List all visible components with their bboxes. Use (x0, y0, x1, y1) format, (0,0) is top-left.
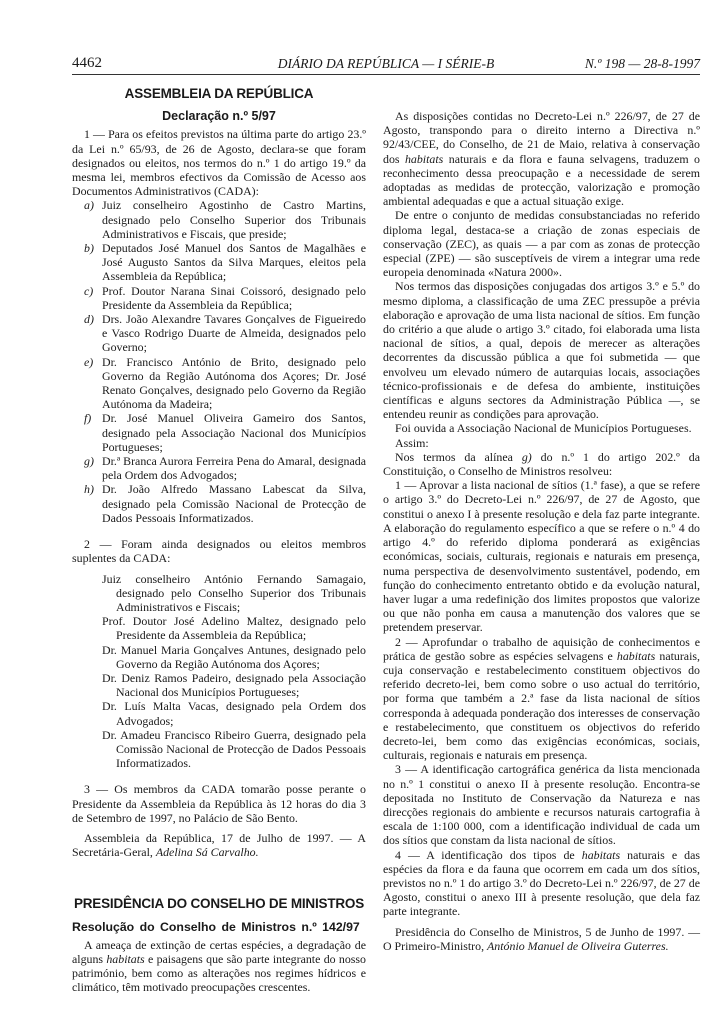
alternate-item: Prof. Doutor José Adelino Maltez, designado pelo Presidente da Assembleia da República; (102, 614, 366, 643)
running-header (72, 52, 700, 72)
resolution-paragraph-7: Nos termos da alínea g) do n.º 1 do artigo 202.º da Constituição, o Conselho de Ministros resolveu: (383, 449, 700, 479)
resolution-paragraph-2: As disposições contidas no Decreto-Lei n.º 226/97, de 27 de Agosto, transpondo para o direito interno a Directiva n.º 92/43/CEE, do Conselho, de 21 de Maio, relativa à conservação dos habitats naturais e da flora e fauna selvagens, traduzem o reconhecimento dessa preocupação e a necessidade de serem adoptadas as medidas de protecção, valorização e promoção ambiental adequadas e que a actual situação exige. (383, 109, 700, 209)
member-item: b) Deputados José Manuel dos Santos de Magalhães e José Augusto Santos da Silva Marques, eleitos pela Assembleia da República; (84, 241, 366, 284)
alternate-item: Dr. Amadeu Francisco Ribeiro Guerra, designado pela Comissão Nacional de Protecção de Dados Pessoais Informatizados. (102, 727, 366, 771)
left-column (72, 83, 366, 995)
page-number: 4462 (72, 55, 102, 71)
resolution-paragraph-4: Nos termos das disposições conjugadas dos artigos 3.º e 5.º do mesmo diploma, a classificação de uma ZEC pressupõe a prévia elaboração e aprovação de uma lista nacional de sítios. Em função do critério a que alude o artigo 3.º citado, foi elaborada uma lista nacional de sítios, a qual, depois de merecer as alterações decorrentes da discussão pública a que foi submetida — que envolveu um elevado número de autarquias locais, associações técnico-profissionais e de defesa do ambiente, instituições científicas e alguns sectores da Administração Pública —, se entendeu reunir as condições para aprovação. (383, 279, 700, 422)
publication-title: DIÁRIO DA REPÚBLICA — I SÉRIE-B (277, 56, 495, 71)
section-title-assembleia: ASSEMBLEIA DA REPÚBLICA (124, 86, 314, 101)
resolution-paragraph-3: De entre o conjunto de medidas consubstanciadas no referido diploma legal, destaca-se a criação de zonas especiais de conservação (ZEC), as quais — a par com as zonas de protecção especial (ZPE) — são susceptíveis de virem a integrar uma rede europeia denominada «Natura 2000». (383, 208, 700, 280)
alternate-item: Dr. Luís Malta Vacas, designado pela Ordem dos Advogados; (102, 699, 366, 728)
member-item: d) Drs. João Alexandre Tavares Gonçalves de Figueiredo e Vasco Rodrigo Duarte de Almeida, designados pelo Governo; (84, 312, 366, 355)
resolution-point-4: 4 — A identificação dos tipos de habitats naturais e das espécies da flora e da fauna que ocorrem em cada um dos sítios, previstos no n.º 1 do artigo 3.º do Decreto-Lei n.º 226/97, de 27 de Agosto, constitui o anexo III à presente resolução, que dela faz parte integrante. (383, 847, 701, 919)
resolution-paragraph-5: Foi ouvida a Associação Nacional de Municípios Portugueses. (395, 421, 692, 436)
right-column (383, 83, 700, 953)
alternate-item: Dr. Deniz Ramos Padeiro, designado pela Associação Nacional dos Municípios Portugueses; (102, 670, 366, 700)
member-item: c) Prof. Doutor Narana Sinai Coissoró, designado pelo Presidente da Assembleia da República; (84, 283, 366, 312)
signatory-name: António Manuel de Oliveira Guterres. (487, 938, 669, 953)
member-item: a) Juiz conselheiro Agostinho de Castro Martins, designado pelo Conselho Superior dos Tribunais Administrativos e Fiscais, que preside; (84, 198, 366, 241)
resolution-paragraph-1: A ameaça de extinção de certas espécies, a degradação de alguns habitats e paisagens que são parte integrante do nosso património, bem como as alterações nos regimes hídricos e climático, têm motivado preocupações crescentes. (72, 937, 366, 995)
issue-info: N.º 198 — 28-8-1997 (584, 56, 700, 71)
declaration-signature: Assembleia da República, 17 de Julho de 1997. — A Secretária-Geral, Adelina Sá Carvalho. (72, 830, 366, 860)
alternate-item: Dr. Manuel Maria Gonçalves Antunes, designado pelo Governo da Região Autónoma dos Açores; (102, 642, 366, 671)
resolution-point-1: 1 — Aprovar a lista nacional de sítios (1.ª fase), a que se refere o artigo 3.º do Decreto-Lei n.º 226/97, de 27 de Agosto, que constitui o anexo I à presente resolução e dela faz parte integrante. A elaboração do regulamento específico a que se refere o n.º 4 do artigo 4.º do referido diploma ponderará as exigências económicas, sociais, culturais, regionais e naturais em presença, numa perspectiva de desenvolvimento sustentável, podendo, em função do conhecimento entretanto obtido e da evolução natural, haver lugar a uma redefinição dos limites propostos que valorize ou que não ponha em causa a manutenção dos valores que se pretendem preservar. (383, 478, 700, 635)
member-item: h) Dr. João Alfredo Massano Labescat da Silva, designado pela Comissão Nacional de Protecção de Dados Pessoais Informatizados. (84, 482, 366, 525)
resolution-point-3: 3 — A identificação cartográfica genérica da lista mencionada no n.º 1 constitui o anexo II à presente resolução. Encontra-se depositada no Instituto de Conservação da Natureza e nas direcções regionais do ambiente e recursos naturais cartografia à escala de 1:100 000, com a identificação individual de cada um dos sítios que constam da lista nacional de sítios. (383, 762, 700, 848)
member-item: g) Dr.ª Branca Aurora Ferreira Pena do Amaral, designada pela Ordem dos Advogados; (84, 454, 366, 483)
declaration-paragraph-3: 3 — Os membros da CADA tomarão posse perante o Presidente da Assembleia da República às 12 horas do dia 3 de Setembro de 1997, no Palácio de São Bento. (72, 782, 366, 825)
declaration-title: Declaração n.º 5/97 (162, 109, 276, 124)
header-rule (72, 74, 700, 75)
signatory-name: Adelina Sá Carvalho. (155, 845, 259, 860)
member-item: f) Dr. José Manuel Oliveira Gameiro dos Santos, designado pela Associação Nacional dos Municípios Portugueses; (84, 411, 366, 454)
section-title-presidencia: PRESIDÊNCIA DO CONSELHO DE MINISTROS (73, 896, 365, 912)
alternates-list (72, 572, 366, 771)
resolution-title: Resolução do Conselho de Ministros n.º 142/97 (72, 919, 360, 934)
member-item: e) Dr. Francisco António de Brito, designado pelo Governo da Região Autónoma dos Açores; Dr. José Renato Gonçalves, designado pelo Governo da Região Autónoma da Madeira; (84, 354, 366, 412)
declaration-paragraph-1: 1 — Para os efeitos previstos na última parte do artigo 23.º da Lei n.º 65/93, de 26 de Agosto, declara-se que foram designados ou eleitos, nos termos do n.º 1 do artigo 19.º da mesma lei, membros efectivos da Comissão de Acesso aos Documentos Administrativos (CADA): (72, 127, 366, 199)
members-list (72, 198, 366, 525)
document-page (72, 52, 701, 995)
declaration-paragraph-2: 2 — Foram ainda designados ou eleitos membros suplentes da CADA: (72, 537, 366, 566)
resolution-signature: Presidência do Conselho de Ministros, 5 de Junho de 1997. — O Primeiro-Ministro, António Manuel de Oliveira Guterres. (383, 924, 700, 953)
resolution-paragraph-6: Assim: (395, 435, 429, 450)
resolution-point-2: 2 — Aprofundar o trabalho de aquisição de conhecimentos e prática de gestão sobre as espécies selvagens e habitats naturais, cuja conservação e restabelecimento constituem objectivos do referido decreto-lei, bem como sobre o uso actual do território, por forma que também a 2.ª fase da lista nacional de sítios corresponda à adequada ponderação dos interesses de conservação e restabelecimento, que constituem os objectivos do referido decreto-lei, bem como das exigências económicas, sociais, culturais, regionais e naturais em presença. (383, 634, 700, 763)
alternate-item: Juiz conselheiro António Fernando Samagaio, designado pelo Conselho Superior dos Tribunais Administrativos e Fiscais; (102, 571, 366, 614)
